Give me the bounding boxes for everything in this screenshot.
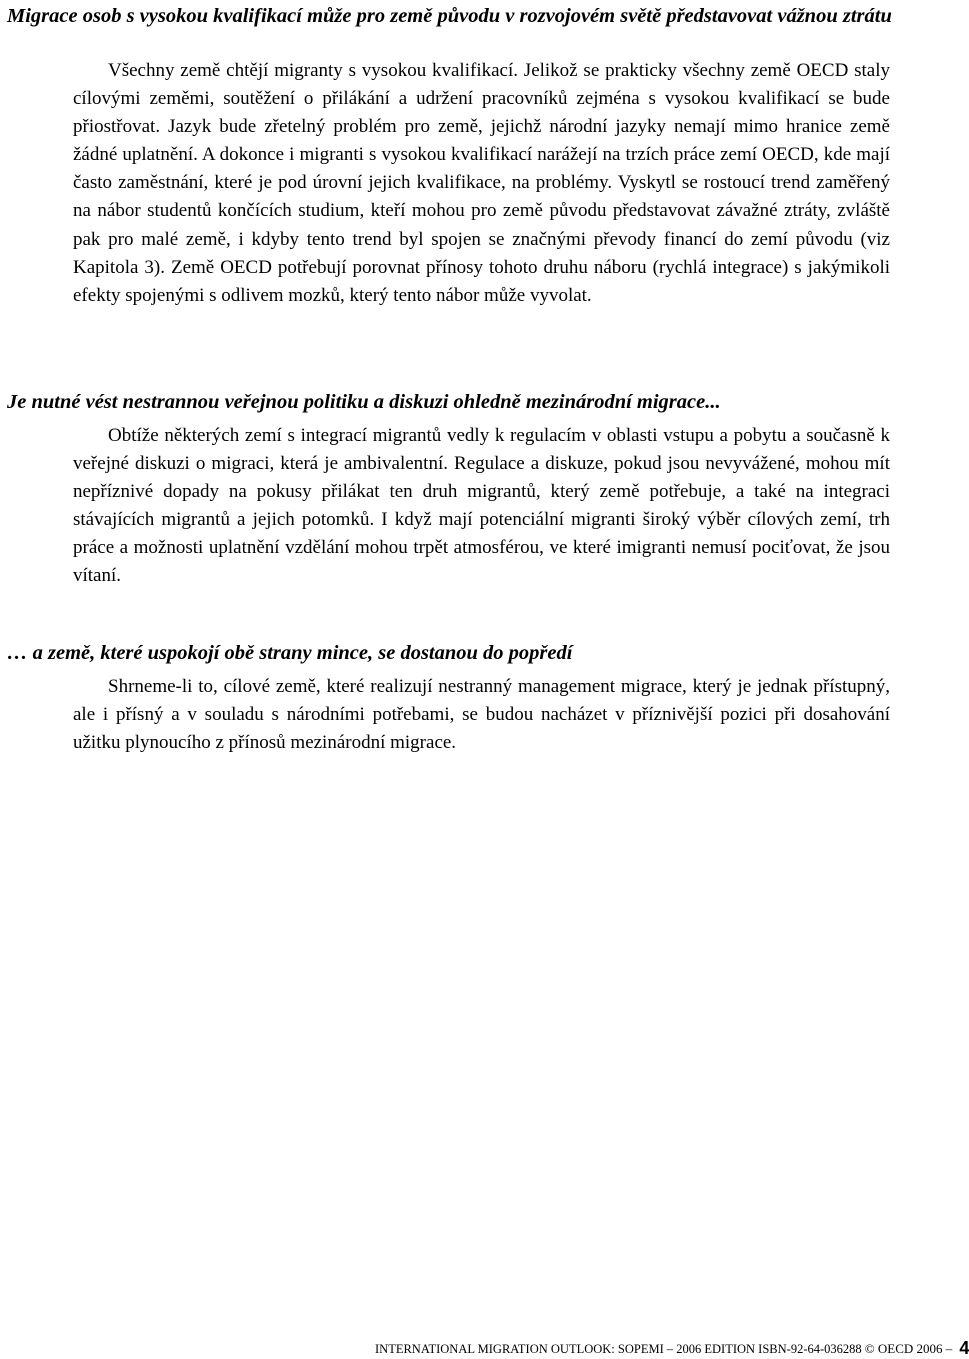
section-paragraph: Shrneme-li to, cílové země, které realizují nestranný management migrace, který je jednak přístupný, ale i přísný a v souladu s národními potřebami, se budou nacházet v příznivější pozici při dosahování užitku plynoucího z přínosů mezinárodní migrace. [73, 676, 890, 754]
footer-copyright: © OECD 2006 – [864, 1341, 953, 1356]
page-number: 4 [959, 1338, 969, 1358]
section-paragraph: Obtíže některých zemí s integrací migrantů vedly k regulacím v oblasti vstupu a pobytu a současně k veřejné diskuzi o migraci, která je ambivalentní. Regulace a diskuze, pokud jsou nevyvážené, mohou mít nepříznivé dopady na pokusy přilákat ten druh migrantů, který země potřebuje, a také na integraci stávajících migrantů a jejich potomků. I když mají potenciální migranti široký výběr cílových zemí, trh práce a možnosti uplatnění vzdělání mohou trpět atmosférou, ve které imigranti nemusí pociťovat, že jsou vítaní. [73, 425, 890, 587]
section-heading: Je nutné vést nestrannou veřejnou politiku a diskuzi ohledně mezinárodní migrace... [7, 391, 721, 413]
section-heading: … a země, které uspokojí obě strany mince, se dostanou do popředí [7, 642, 573, 664]
section-paragraph: Všechny země chtějí migranty s vysokou kvalifikací. Jelikož se prakticky všechny země OECD staly cílovými zeměmi, soutěžení o přilákání a udržení pracovníků zejména s vysokou kvalifikací se bude přiostřovat. Jazyk bude zřetelný problém pro země, jejichž národní jazyky nemají mimo hranice země žádné uplatnění. A dokonce i migranti s vysokou kvalifikací narážejí na trzích práce zemí OECD, kde mají často zaměstnání, které je pod úrovní jejich kvalifikace, na problémy. Vyskytl se rostoucí trend zaměřený na nábor studentů končících studium, kteří mohou pro země původu představovat závažné ztráty, zvláště pak pro malé země, i kdyby tento trend byl spojen se značnými převody financí do zemí původu (viz Kapitola 3). Země OECD potřebují porovnat přínosy tohoto druhu náboru (rychlá integrace) s jakýmikoli efekty spojenými s odlivem mozků, který tento nábor může vyvolat. [73, 60, 890, 306]
page-footer [375, 1338, 969, 1358]
footer-publication: INTERNATIONAL MIGRATION OUTLOOK: SOPEMI – 2006 EDITION ISBN-92-64-036288 [375, 1342, 862, 1356]
section-heading: Migrace osob s vysokou kvalifikací může pro země původu v rozvojovém světě představovat vážnou ztrátu [7, 5, 892, 27]
